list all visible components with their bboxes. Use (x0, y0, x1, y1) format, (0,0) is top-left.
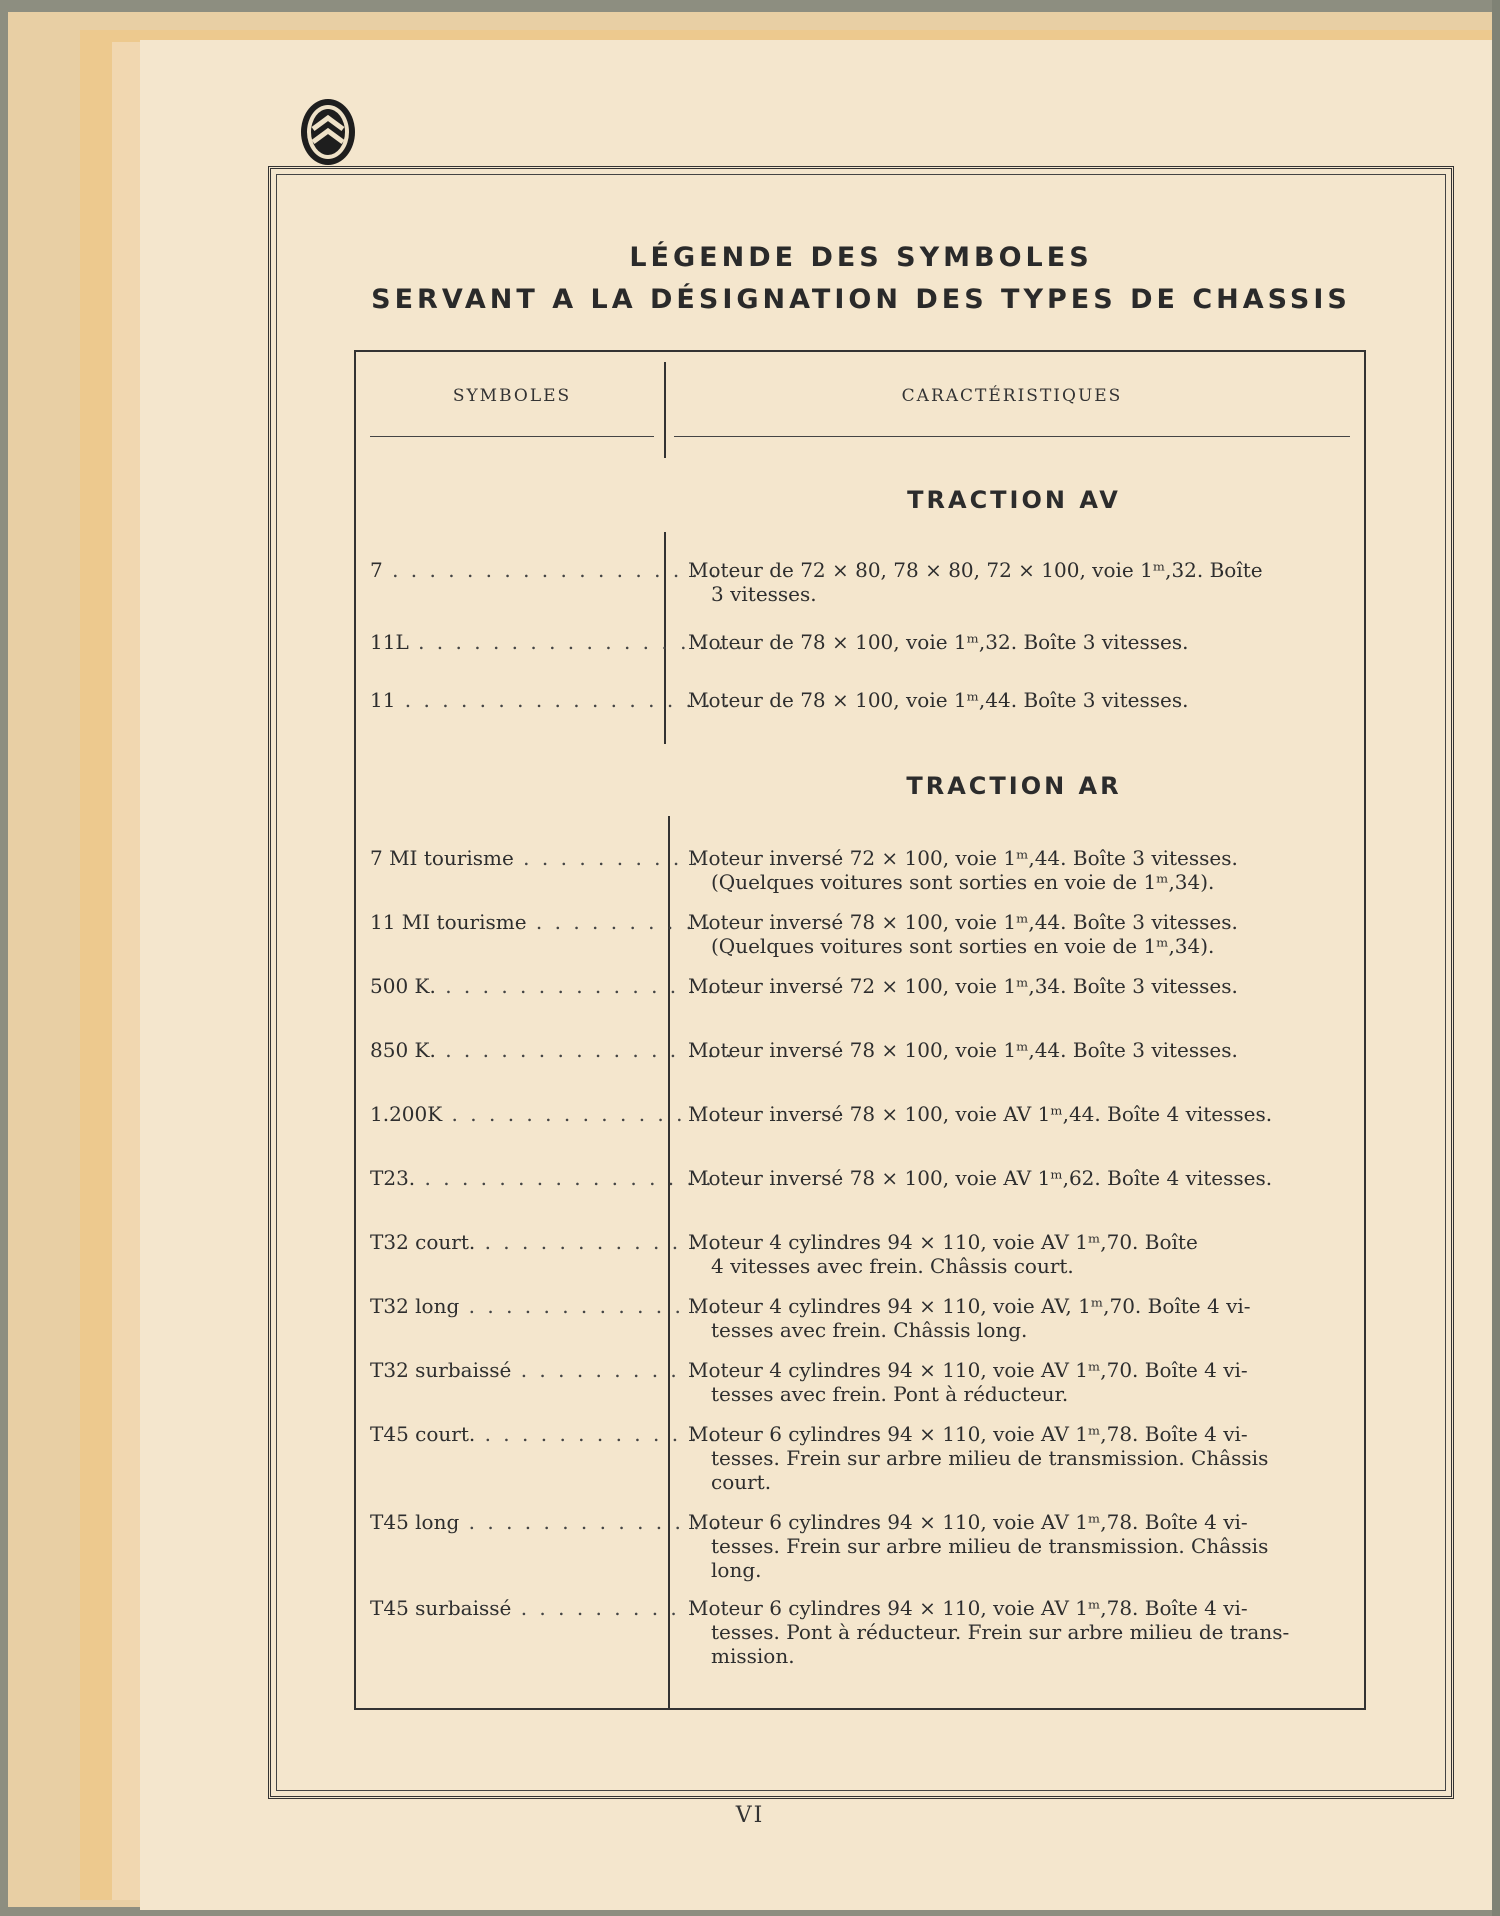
symbol-label: 7 (370, 558, 383, 582)
symbol-label: T32 court. (370, 1230, 476, 1254)
table-row-description (688, 630, 1348, 654)
table-row-symbol (370, 1230, 719, 1254)
description-line: Moteur 6 cylindres 94 × 110, voie AV 1ᵐ,78. Boîte 4 vi- (688, 1510, 1248, 1534)
citroen-double-chevron-icon (298, 96, 358, 168)
description-line: tesses. Frein sur arbre milieu de transmission. Châssis (711, 1534, 1269, 1558)
section-heading: TRACTION AV (907, 486, 1121, 514)
column-header-symbols: SYMBOLES (452, 386, 572, 406)
leader-dots: . . . . . . . . . . (513, 846, 701, 870)
table-row-symbol (370, 1038, 736, 1062)
table-row-description (688, 1038, 1348, 1062)
description-line: (Quelques voitures sont sorties en voie de 1ᵐ,34). (711, 934, 1215, 958)
table-row-description (688, 1294, 1348, 1342)
leader-dots: . . . . . . . . . . . . . . . . . . . . (382, 558, 758, 582)
symbol-label: 850 K. (370, 1038, 436, 1062)
description-line: Moteur de 78 × 100, voie 1ᵐ,32. Boîte 3 vitesses. (688, 630, 1189, 654)
table-row-description (688, 974, 1348, 998)
description-line: Moteur inversé 72 × 100, voie 1ᵐ,44. Boîte 3 vitesses. (688, 846, 1238, 870)
symbol-label: 11L (370, 630, 409, 654)
description-line: Moteur 4 cylindres 94 × 110, voie AV 1ᵐ,70. Boîte 4 vi- (688, 1358, 1248, 1382)
symbol-label: T23. (370, 1166, 416, 1190)
description-line: Moteur de 78 × 100, voie 1ᵐ,44. Boîte 3 vitesses. (688, 688, 1189, 712)
table-row-description (688, 910, 1348, 958)
description-line: Moteur 6 cylindres 94 × 110, voie AV 1ᵐ,78. Boîte 4 vi- (688, 1422, 1248, 1446)
table-row-description (688, 1230, 1348, 1278)
leader-dots: . . . . . . . . . . (511, 1596, 699, 1620)
description-line: Moteur 4 cylindres 94 × 110, voie AV 1ᵐ,70. Boîte (688, 1230, 1198, 1254)
leader-dots: . . . . . . . . . . (526, 910, 714, 934)
leader-dots: . . . . . . . . . . . . . (475, 1230, 719, 1254)
description-line: long. (711, 1558, 762, 1582)
leader-dots: . . . . . . . . . . . . . . . . (435, 1038, 736, 1062)
page-title: LÉGENDE DES SYMBOLES (629, 242, 1093, 273)
table-row-description (688, 688, 1348, 712)
leader-dots: . . . . . . . . . . . . . . (459, 1294, 722, 1318)
table-row-symbol (370, 1510, 722, 1534)
symbol-label: T32 long (370, 1294, 460, 1318)
description-line: Moteur inversé 78 × 100, voie AV 1ᵐ,44. Boîte 4 vitesses. (688, 1102, 1273, 1126)
table-row-symbol (370, 846, 701, 870)
leader-dots: . . . . . . . . . . . . . . . . (435, 974, 736, 998)
table-row-description (688, 846, 1348, 894)
leader-dots: . . . . . . . . . . . . . . . . . . . (395, 688, 752, 712)
page-number: VI (735, 1803, 765, 1828)
symbol-label: 7 MI tourisme (370, 846, 514, 870)
table-row-symbol (370, 974, 736, 998)
table-row-description (688, 1510, 1348, 1582)
table-row-symbol (370, 1294, 722, 1318)
leader-dots: . . . . . . . . . . . . . (475, 1422, 719, 1446)
symbol-label: T45 long (370, 1510, 460, 1534)
table-row-description (688, 1166, 1348, 1190)
legend-table (354, 350, 1366, 1710)
description-line: 4 vitesses avec frein. Châssis court. (711, 1254, 1074, 1278)
description-line: Moteur 4 cylindres 94 × 110, voie AV, 1ᵐ,70. Boîte 4 vi- (688, 1294, 1251, 1318)
symbol-label: 11 (370, 688, 396, 712)
leader-dots: . . . . . . . . . . (511, 1358, 699, 1382)
column-divider (668, 816, 670, 1708)
description-line: Moteur inversé 78 × 100, voie 1ᵐ,44. Boîte 3 vitesses. (688, 1038, 1238, 1062)
header-rule-characteristics (674, 436, 1350, 437)
table-row-symbol (370, 1422, 719, 1446)
leader-dots: . . . . . . . . . . . . . . . . (442, 1102, 742, 1126)
header-rule-symbols (370, 436, 654, 437)
table-row-symbol (370, 1596, 699, 1620)
symbol-label: T45 court. (370, 1422, 476, 1446)
symbol-label: 500 K. (370, 974, 436, 998)
leader-dots: . . . . . . . . . . . . . . . . . . (408, 630, 746, 654)
table-row-symbol (370, 688, 752, 712)
table-row-symbol (370, 1166, 753, 1190)
binding-edge (1492, 0, 1500, 1916)
table-row-description (688, 1102, 1348, 1126)
page-subtitle: SERVANT A LA DÉSIGNATION DES TYPES DE CHASSIS (371, 284, 1351, 315)
table-row-symbol (370, 1102, 742, 1126)
description-line: Moteur de 72 × 80, 78 × 80, 72 × 100, voie 1ᵐ,32. Boîte (688, 558, 1263, 582)
table-row-description (688, 558, 1348, 606)
symbol-label: T45 surbaissé (370, 1596, 512, 1620)
table-row-symbol (370, 910, 714, 934)
symbol-label: T32 surbaissé (370, 1358, 512, 1382)
description-line: tesses. Pont à réducteur. Frein sur arbre milieu de trans- (711, 1620, 1290, 1644)
header-column-divider (664, 362, 666, 458)
description-line: 3 vitesses. (711, 582, 817, 606)
leader-dots: . . . . . . . . . . . . . . . . . . (415, 1166, 753, 1190)
section-heading: TRACTION AR (906, 772, 1122, 800)
table-row-description (688, 1596, 1348, 1668)
description-line: tesses avec frein. Pont à réducteur. (711, 1382, 1069, 1406)
description-line: Moteur inversé 72 × 100, voie 1ᵐ,34. Boîte 3 vitesses. (688, 974, 1238, 998)
table-row-description (688, 1358, 1348, 1406)
leader-dots: . . . . . . . . . . . . . . (459, 1510, 722, 1534)
description-line: court. (711, 1470, 772, 1494)
description-line: (Quelques voitures sont sorties en voie de 1ᵐ,34). (711, 870, 1215, 894)
table-row-symbol (370, 1358, 699, 1382)
description-line: Moteur inversé 78 × 100, voie AV 1ᵐ,62. Boîte 4 vitesses. (688, 1166, 1273, 1190)
column-header-characteristics: CARACTÉRISTIQUES (901, 386, 1123, 406)
description-line: tesses avec frein. Châssis long. (711, 1318, 1028, 1342)
symbol-label: 11 MI tourisme (370, 910, 527, 934)
description-line: tesses. Frein sur arbre milieu de transmission. Châssis (711, 1446, 1269, 1470)
table-row-symbol (370, 630, 746, 654)
description-line: Moteur inversé 78 × 100, voie 1ᵐ,44. Boîte 3 vitesses. (688, 910, 1238, 934)
description-line: mission. (711, 1644, 795, 1668)
table-row-symbol (370, 558, 758, 582)
table-row-description (688, 1422, 1348, 1494)
description-line: Moteur 6 cylindres 94 × 110, voie AV 1ᵐ,78. Boîte 4 vi- (688, 1596, 1248, 1620)
symbol-label: 1.200K (370, 1102, 443, 1126)
